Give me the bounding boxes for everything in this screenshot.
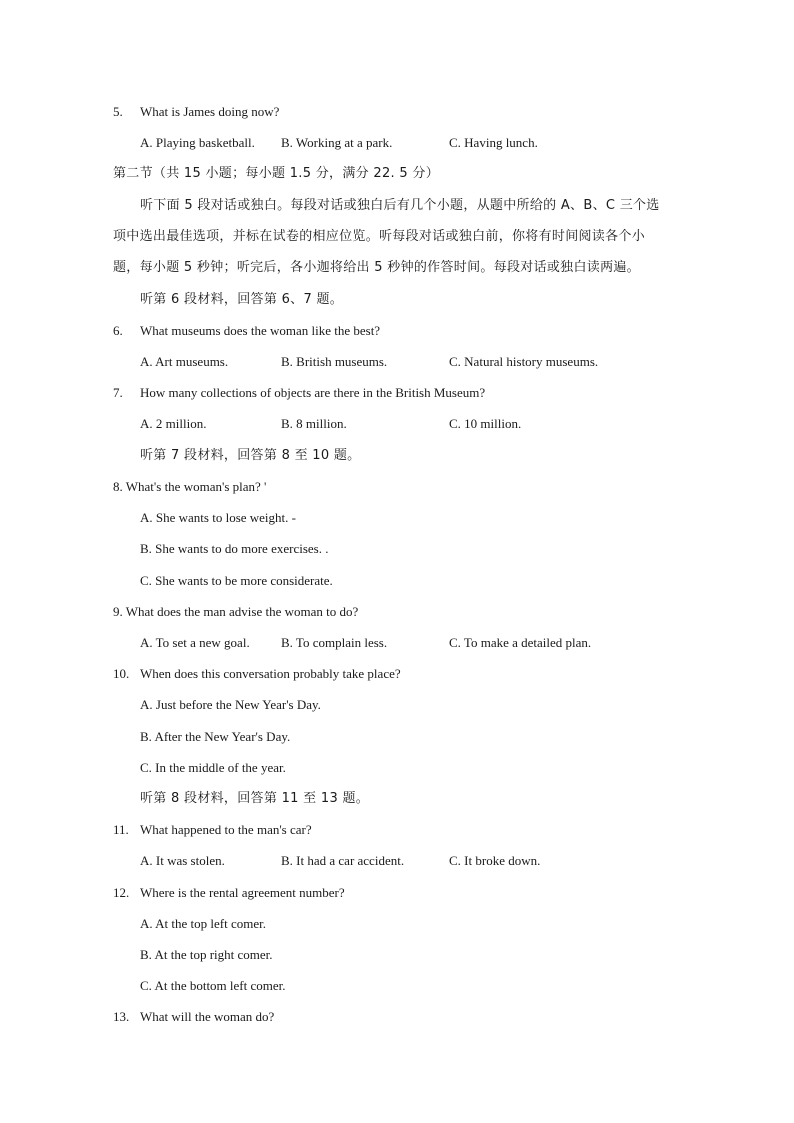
material-8-instruction: 听第 8 段材料，回答第 11 至 13 题。 [140, 791, 370, 806]
option-a: A. At the top left comer. [140, 916, 267, 931]
option-b: B. Working at a park. [281, 135, 393, 150]
option-c: C. Having lunch. [449, 135, 538, 150]
option-b: B. 8 million. [281, 416, 347, 431]
question-number: 10. [113, 666, 130, 681]
option-a: A. It was stolen. [140, 853, 225, 868]
question-text: What will the woman do? [140, 1009, 275, 1024]
option-a: A. Just before the New Year's Day. [140, 697, 321, 712]
option-b: B. She wants to do more exercises. . [140, 541, 329, 556]
question-8: 8. What's the woman's plan? ' [113, 479, 267, 494]
instruction-line-2: 项中选出最佳选项，并标在试卷的相应位览。听每段对话或独白前，你将有时间阅读各个小 [113, 229, 646, 244]
instruction-line-3: 题，每小题 5 秒钟；听完后，各小迦将给出 5 秒钟的作答时间。每段对话或独白读两遍。 [113, 260, 640, 275]
option-b: B. To complain less. [281, 635, 388, 650]
option-a: A. She wants to lose weight. - [140, 510, 296, 525]
instruction-line-1: 听下面 5 段对话或独白。每段对话或独白后有几个小题，从题中所给的 A、B、C 三个选 [140, 198, 660, 213]
question-number: 5. [113, 104, 123, 119]
question-text: When does this conversation probably take place? [140, 666, 401, 681]
option-c: C. At the bottom left comer. [140, 978, 286, 993]
option-b: B. British museums. [281, 354, 388, 369]
question-number: 12. [113, 885, 130, 900]
option-c: C. Natural history museums. [449, 354, 599, 369]
question-text: What is James doing now? [140, 104, 280, 119]
question-text: Where is the rental agreement number? [140, 885, 345, 900]
section-heading: 第二节（共 15 小题；每小题 1.5 分，满分 22. 5 分） [113, 166, 439, 181]
option-a: A. Playing basketball. [140, 135, 255, 150]
question-number: 11. [113, 822, 129, 837]
option-b: B. At the top right comer. [140, 947, 273, 962]
option-c: C. 10 million. [449, 416, 522, 431]
question-number: 6. [113, 323, 123, 338]
option-c: C. To make a detailed plan. [449, 635, 592, 650]
question-text: What museums does the woman like the best? [140, 323, 381, 338]
option-b: B. It had a car accident. [281, 853, 405, 868]
option-c: C. She wants to be more considerate. [140, 573, 333, 588]
question-number: 7. [113, 385, 123, 400]
question-text: How many collections of objects are there in the British Museum? [140, 385, 486, 400]
option-a: A. Art museums. [140, 354, 229, 369]
option-a: A. To set a new goal. [140, 635, 250, 650]
option-b: B. After the New Year's Day. [140, 729, 291, 744]
material-7-instruction: 听第 7 段材料，回答第 8 至 10 题。 [140, 448, 361, 463]
material-6-instruction: 听第 6 段材料，回答第 6、7 题。 [140, 292, 344, 307]
question-number: 13. [113, 1009, 130, 1024]
option-a: A. 2 million. [140, 416, 207, 431]
question-9: 9. What does the man advise the woman to do? [113, 604, 359, 619]
option-c: C. It broke down. [449, 853, 541, 868]
option-c: C. In the middle of the year. [140, 760, 286, 775]
question-text: What happened to the man's car? [140, 822, 312, 837]
